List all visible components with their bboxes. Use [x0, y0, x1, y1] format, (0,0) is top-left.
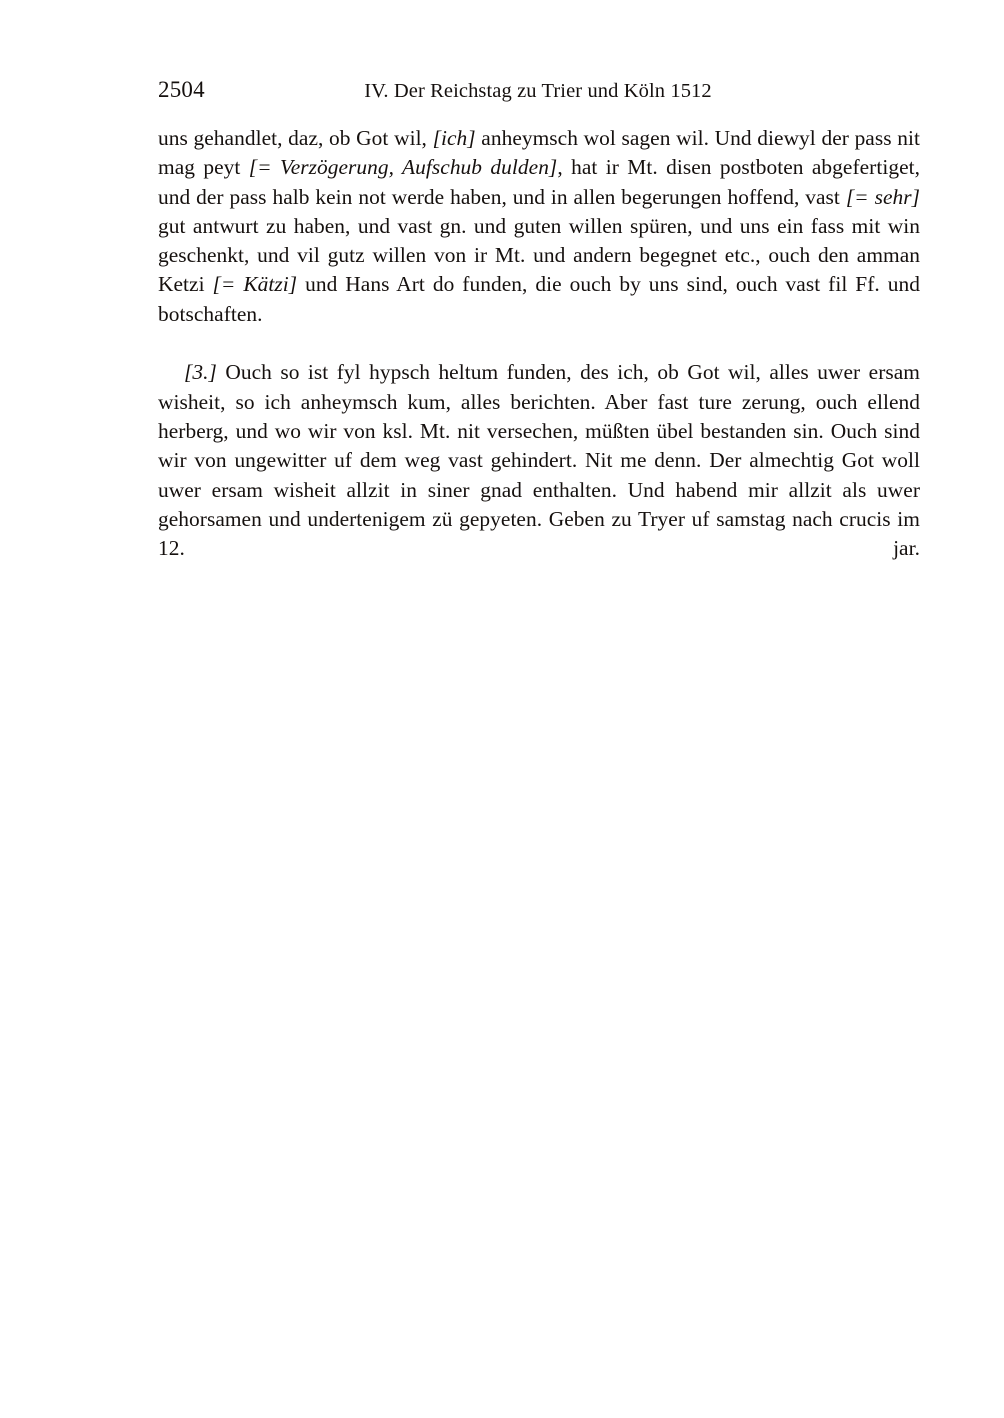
page-header [158, 74, 918, 106]
editorial-gloss: [= Verzögerung, Aufschub dulden] [248, 155, 558, 180]
section-marker: [3.] [184, 360, 217, 385]
body-text [158, 124, 920, 593]
paragraph-section-3: [3.] Ouch so ist fyl hypsch heltum funden, des ich, ob Got wil, alles uwer ersam wisheit, so ich anheymsch kum, alles berichten. Aber fast ture zerung, ouch ellend herberg, und wo wir von ksl. Mt. nit versechen, müßten übel bestanden sin. Ouch sind wir von ungewitter uf dem weg vast gehindert. Nit me denn. Der almechtig Got woll uwer ersam wisheit allzit in siner gnad enthalten. Und habend mir allzit als uwer gehorsamen und undertenigem zü gepyeten. Geben zu Tryer uf samstag nach crucis im 12. jar. [158, 360, 920, 561]
editorial-gloss: [ich] [432, 126, 476, 150]
editorial-gloss: [= Kätzi] [212, 272, 298, 297]
paragraph-continued: uns gehandlet, daz, ob Got wil, [ich] anheymsch wol sagen wil. Und diewyl der pass nit mag peyt [= Verzögerung, Aufschub dulden], hat ir Mt. disen postboten abgefertiget, und der pass halb kein not werde haben, und in allen begerungen hoffend, vast [= sehr] gut antwurt zu haben, und vast gn. und guten willen spüren, und uns ein fass mit win geschenkt, und vil gutz willen von ir Mt. und andern begegnet etc., ouch den amman Ketzi [= Kätzi] und Hans Art do funden, die ouch by uns sind, ouch vast fil Ff. und botschaften. [158, 126, 921, 326]
running-head-title: IV. Der Reichstag zu Trier und Köln 1512 [364, 80, 712, 102]
page-number: 2504 [158, 77, 205, 102]
editorial-gloss: [= sehr] [845, 184, 920, 209]
